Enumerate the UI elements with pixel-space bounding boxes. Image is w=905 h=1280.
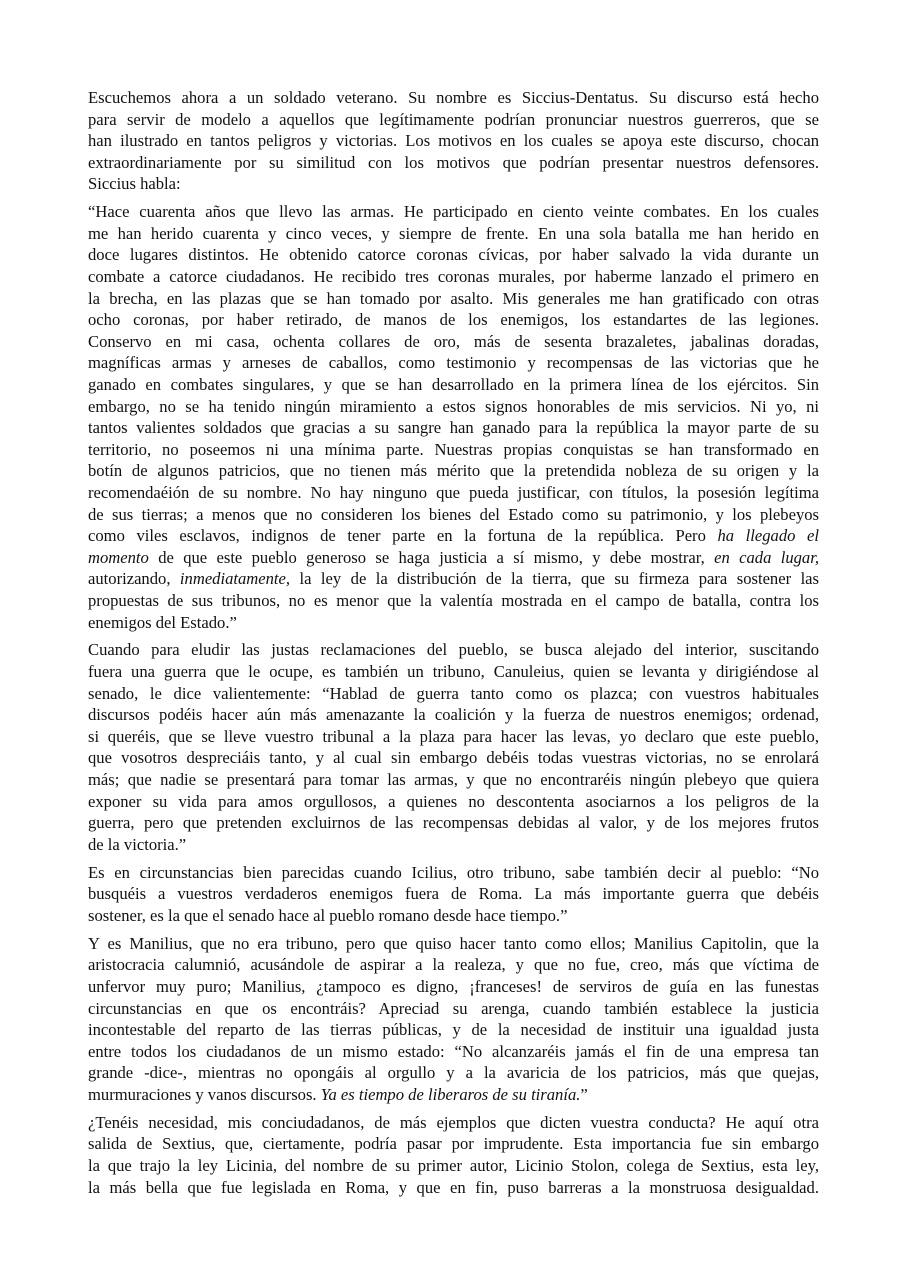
text-segment: combate a catorce ciudadanos. He recibido tres coronas murales, por haberme lanzado el primero en bbox=[88, 267, 819, 287]
text-line bbox=[88, 201, 819, 223]
text-segment: Cuando para eludir las justas reclamaciones del pueblo, se busca alejado del interior, suscitando bbox=[88, 640, 819, 660]
text-line bbox=[88, 266, 819, 288]
text-line bbox=[88, 1155, 819, 1177]
text-segment: fuera una guerra que le ocupe, es también un tribuno, Canuleius, quien se levanta y dirigiéndose al bbox=[88, 662, 819, 682]
text-segment: unfervor muy puro; Manilius, ¿tampoco es digno, ¡franceses! de serviros de guía en las funestas bbox=[88, 976, 819, 996]
text-segment: ¿Tenéis necesidad, mis conciudadanos, de más ejemplos que dicten vuestra conducta? He aquí otra bbox=[88, 1112, 819, 1132]
text-segment: recomendaéión de su nombre. No hay ninguno que pueda justificar, con títulos, la posesión legítima bbox=[88, 482, 819, 502]
text-segment: ganado en combates singulares, y que se han desarrollado en la primera línea de los ejércitos. Sin bbox=[88, 375, 819, 395]
text-line bbox=[88, 87, 819, 109]
text-line bbox=[88, 905, 819, 927]
text-segment: embargo, no se ha tenido ningún miramiento a estos signos honorables de mis servicios. Ni yo, ni bbox=[88, 396, 819, 416]
text-segment: propuestas de sus tribunos, no es menor que la valentía mostrada en el campo de batalla, contra los bbox=[88, 590, 819, 610]
text-line bbox=[88, 862, 819, 884]
text-segment: doce lugares distintos. He obtenido catorce coronas cívicas, por haber salvado la vida durante un bbox=[88, 245, 819, 265]
text-segment: discursos podéis hacer aún más amenazante la coalición y la fuerza de nuestros enemigos; ordenad, bbox=[88, 705, 819, 725]
text-line bbox=[88, 661, 819, 683]
text-segment: extraordinariamente por su similitud con los motivos que podrían presentar nuestros defensores. bbox=[88, 152, 819, 172]
text-segment: salida de Sextius, que, ciertamente, podría pasar por imprudente. Esta importancia fue sin embargo bbox=[88, 1134, 819, 1154]
text-line bbox=[88, 883, 819, 905]
text-line bbox=[88, 244, 819, 266]
text-line bbox=[88, 933, 819, 955]
text-line bbox=[88, 769, 819, 791]
paragraph bbox=[88, 201, 819, 633]
text-line bbox=[88, 1019, 819, 1041]
text-segment: busquéis a vuestros verdaderos enemigos fuera de Roma. La más importante guerra que debéis bbox=[88, 884, 819, 904]
text-line bbox=[88, 331, 819, 353]
text-line bbox=[88, 568, 819, 590]
text-segment: que vosotros despreciáis tanto, y al cual sin embargo debéis todas vuestras victorias, no se enrolará bbox=[88, 748, 819, 768]
text-line bbox=[88, 747, 819, 769]
italic-text: ha llegado el bbox=[717, 526, 819, 546]
text-segment: como viles esclavos, indignos de tener parte en la fortuna de la república. Pero bbox=[88, 526, 718, 546]
text-line bbox=[88, 547, 819, 569]
text-line bbox=[88, 954, 819, 976]
text-line bbox=[88, 309, 819, 331]
text-segment: Es en circunstancias bien parecidas cuando Icilius, otro tribuno, sabe también decir al pueblo: “No bbox=[88, 862, 819, 882]
text-line bbox=[88, 439, 819, 461]
text-segment: entre todos los ciudadanos de un mismo estado: “No alcanzaréis jamás el fin de una empresa tan bbox=[88, 1041, 819, 1061]
text-line bbox=[88, 1133, 819, 1155]
text-segment: ” bbox=[580, 1084, 588, 1104]
text-segment: “Hace cuarenta años que llevo las armas. He participado en ciento veinte combates. En los cuales bbox=[88, 202, 819, 222]
text-segment: de la victoria.” bbox=[88, 834, 187, 854]
text-line bbox=[88, 704, 819, 726]
paragraph bbox=[88, 933, 819, 1106]
text-segment: más; que nadie se presentará para tomar las armas, y que no encontraréis ningún plebeyo que quiera bbox=[88, 770, 819, 789]
text-segment: murmuraciones y vanos discursos. bbox=[88, 1084, 321, 1104]
text-segment: la que trajo la ley Licinia, del nombre de su primer autor, Licinio Stolon, colega de Sextius, esta ley, bbox=[88, 1155, 819, 1175]
text-line bbox=[88, 223, 819, 245]
italic-text: en cada lugar, bbox=[714, 547, 819, 567]
text-segment: la ley de la distribución de la tierra, que su firmeza para sostener las bbox=[290, 569, 819, 589]
text-line bbox=[88, 525, 819, 547]
text-line bbox=[88, 834, 819, 856]
text-line bbox=[88, 1084, 819, 1106]
text-segment: Siccius habla: bbox=[88, 174, 181, 194]
text-line bbox=[88, 639, 819, 661]
text-line bbox=[88, 998, 819, 1020]
paragraph bbox=[88, 1112, 819, 1198]
text-line bbox=[88, 288, 819, 310]
text-segment: enemigos del Estado.” bbox=[88, 612, 237, 632]
text-line bbox=[88, 1041, 819, 1063]
text-line bbox=[88, 173, 819, 195]
text-segment: la más bella que fue legislada en Roma, y que en fin, puso barreras a la monstruosa desigualdad. bbox=[88, 1177, 819, 1197]
text-line bbox=[88, 396, 819, 418]
text-line bbox=[88, 976, 819, 998]
document-page bbox=[88, 87, 819, 1204]
text-segment: de sus tierras; a menos que no consideren los bienes del Estado como su patrimonio, y los plebeyos bbox=[88, 504, 819, 524]
text-segment: tantos valientes soldados que gracias a su sangre han ganado para la república la mayor parte de su bbox=[88, 418, 819, 438]
text-line bbox=[88, 374, 819, 396]
text-segment: guerra, pero que pretenden excluirnos de las recompensas debidas al valor, y de los mejores frutos bbox=[88, 813, 819, 833]
text-line bbox=[88, 791, 819, 813]
text-line bbox=[88, 109, 819, 131]
text-segment: territorio, no poseemos ni una mínima parte. Nuestras propias conquistas se han transformado en bbox=[88, 439, 819, 459]
text-segment: la brecha, en las plazas que se han tomado por asalto. Mis generales me han gratificado con otras bbox=[88, 288, 819, 308]
text-segment: circunstancias en que os encontráis? Apreciad su arenga, cuando también establece la justicia bbox=[88, 998, 819, 1018]
text-segment: autorizando, bbox=[88, 569, 180, 589]
text-line bbox=[88, 504, 819, 526]
text-line bbox=[88, 726, 819, 748]
text-line bbox=[88, 417, 819, 439]
text-line bbox=[88, 1112, 819, 1134]
text-line bbox=[88, 612, 819, 634]
text-segment: para servir de modelo a aquellos que legítimamente podrían pronunciar nuestros guerreros, que se bbox=[88, 109, 819, 129]
text-segment: aristocracia calumnió, acusándole de aspirar a la realeza, y que no fue, creo, más que víctima de bbox=[88, 955, 819, 975]
italic-text: momento bbox=[88, 547, 149, 567]
text-line bbox=[88, 812, 819, 834]
paragraph bbox=[88, 862, 819, 927]
text-segment: me han herido cuarenta y cinco veces, y siempre de frente. En una sola batalla me han herido en bbox=[88, 223, 819, 243]
text-segment: senado, le dice valientemente: “Hablad de guerra tanto como os plazca; con vuestros habituales bbox=[88, 683, 819, 703]
text-segment: ocho coronas, por haber retirado, de manos de los enemigos, los estandartes de las legiones. bbox=[88, 310, 819, 330]
text-segment: Y es Manilius, que no era tribuno, pero que quiso hacer tanto como ellos; Manilius Capitolin, que la bbox=[88, 933, 819, 953]
text-segment: botín de algunos patricios, que no tienen más mérito que la pretendida nobleza de su origen y la bbox=[88, 461, 819, 481]
text-line bbox=[88, 1062, 819, 1084]
text-segment: de que este pueblo generoso se haga justicia a sí mismo, y debe mostrar, bbox=[148, 547, 715, 567]
text-line bbox=[88, 352, 819, 374]
text-segment: magníficas armas y arneses de caballos, como testimonio y recompensas de las victorias que he bbox=[88, 353, 819, 373]
italic-text: Ya es tiempo de liberaros de su tiranía. bbox=[320, 1084, 581, 1104]
text-segment: grande -dice-, mientras no opongáis al orgullo y a la avaricia de los patricios, más que quejas, bbox=[88, 1063, 819, 1083]
paragraph bbox=[88, 639, 819, 855]
text-segment: han ilustrado en tantos peligros y victorias. Los motivos en los cuales se apoya este discurso, chocan bbox=[88, 131, 819, 151]
text-segment: incontestable del reparto de las tierras públicas, y de la necesidad de instituir una igualdad justa bbox=[88, 1020, 819, 1040]
text-line bbox=[88, 130, 819, 152]
text-segment: Escuchemos ahora a un soldado veterano. Su nombre es Siccius-Dentatus. Su discurso está hecho bbox=[88, 88, 819, 107]
text-segment: exponer su vida para amos orgullosos, a quienes no descontenta asociarnos a los peligros de la bbox=[88, 791, 819, 811]
text-line bbox=[88, 460, 819, 482]
text-line bbox=[88, 1177, 819, 1199]
text-segment: Conservo en mi casa, ochenta collares de oro, más de sesenta brazaletes, jabalinas doradas, bbox=[88, 331, 819, 351]
text-line bbox=[88, 590, 819, 612]
text-line bbox=[88, 683, 819, 705]
paragraph bbox=[88, 87, 819, 195]
text-line bbox=[88, 152, 819, 174]
text-segment: sostener, es la que el senado hace al pueblo romano desde hace tiempo.” bbox=[88, 905, 568, 925]
text-segment: si queréis, que se lleve vuestro tribunal a la plaza para hacer las levas, yo declaro que este pueblo, bbox=[88, 726, 819, 746]
text-line bbox=[88, 482, 819, 504]
italic-text: inmediatamente, bbox=[179, 569, 291, 589]
